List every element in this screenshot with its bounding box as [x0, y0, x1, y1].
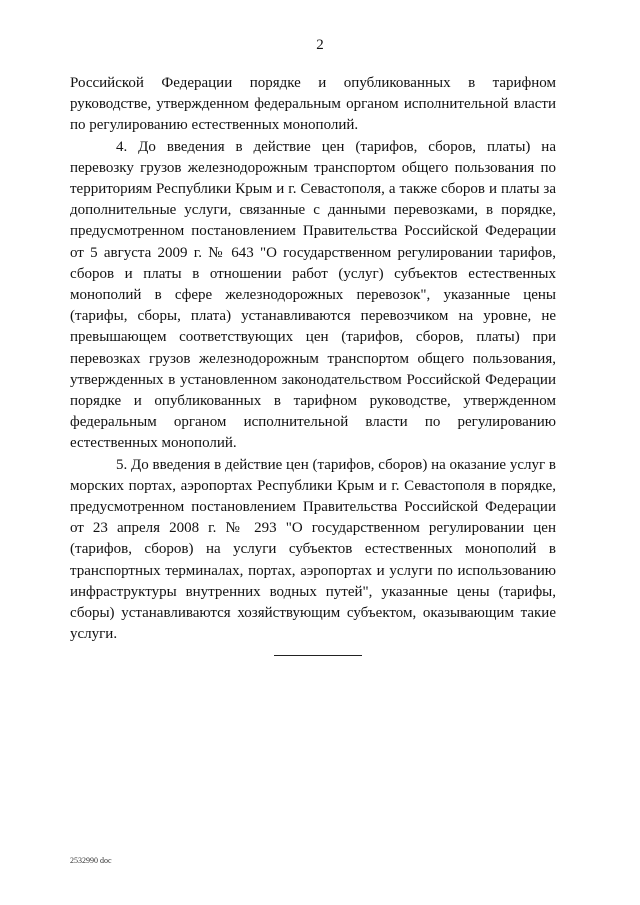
paragraph-item-5: 5. До введения в действие цен (тарифов, сборов) на оказание услуг в морских портах, аэропортах Республики Крым и г. Севастополя в порядке, предусмотренном постановлением Правительства Российской Федерации от 23 апреля 2008 г. № 293 "О государственном регулировании цен (тарифов, сборов) на услуги субъектов естественных монополий в транспортных терминалах, портах, аэропортах и услуги по использованию инфраструктуры внутренних водных путей", указанные цены (тарифы, сборы) устанавливаются хозяйствующим субъектом, оказывающим такие услуги.	[70, 456, 556, 643]
document-file-code: 2532990 doc	[70, 856, 112, 865]
paragraph-continuation: Российской Федерации порядке и опубликованных в тарифном руководстве, утвержденном федеральным органом исполнительной власти по регулированию естественных монополий.	[70, 75, 556, 134]
page-number: 2	[316, 37, 324, 53]
document-body	[70, 73, 556, 645]
paragraph-item-4: 4. До введения в действие цен (тарифов, сборов, платы) на перевозку грузов железнодорожным транспортом общего пользования по территориям Республики Крым и г. Севастополя, а также сборов и платы за дополнительные услуги, связанные с данными перевозками, в порядке, предусмотренном постановлением Правительства Российской Федерации от 5 августа 2009 г. № 643 "О государственном регулировании тарифов, сборов и платы в отношении работ (услуг) субъектов естественных монополий в сфере железнодорожных перевозок", указанные цены (тарифы, сборы, плата) устанавливаются перевозчиком на уровне, не превышающем соответствующих цен (тарифов, сборов, платы) при перевозках грузов железнодорожным транспортом общего пользования, утвержденных в установленном законодательством Российской Федерации порядке и опубликованных в тарифном руководстве, утвержденном федеральным органом исполнительной власти по регулированию естественных монополий.	[70, 138, 556, 452]
end-of-text-rule	[274, 655, 362, 656]
